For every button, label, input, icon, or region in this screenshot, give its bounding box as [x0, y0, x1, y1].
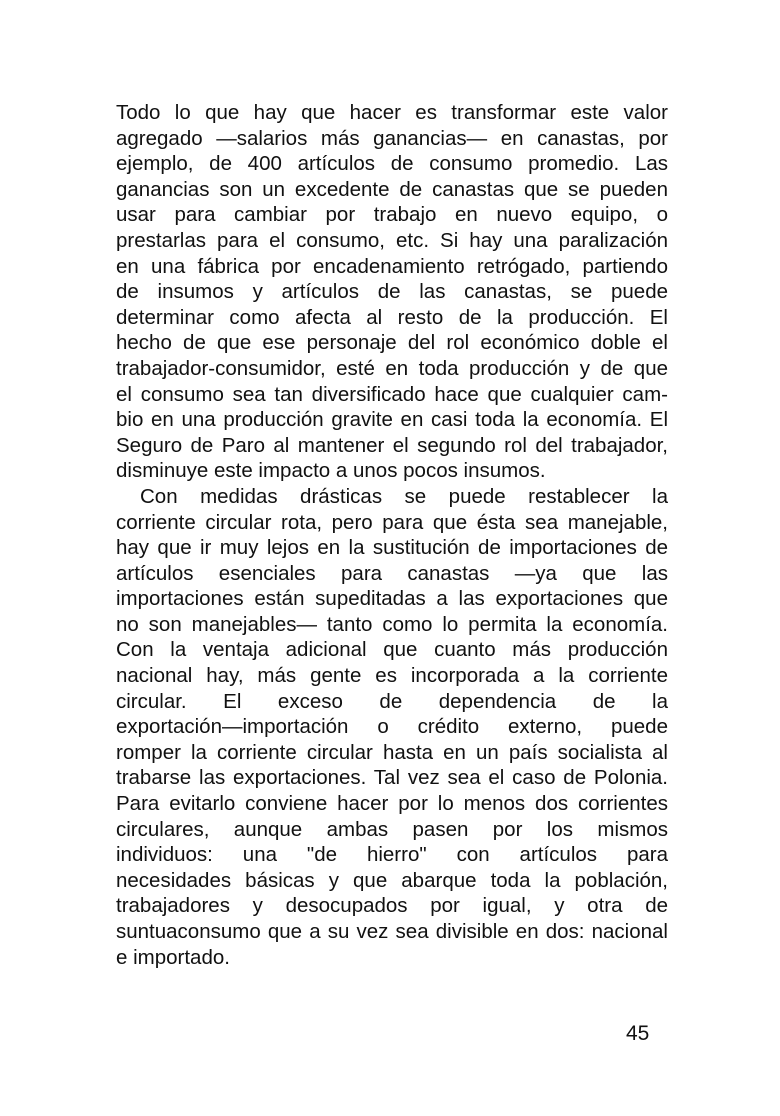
- paragraph-1: [116, 100, 668, 484]
- text-line: artículos esenciales para canastas —ya que las: [116, 561, 668, 585]
- text-line: trabarse las exportaciones. Tal vez sea el caso de Polonia.: [116, 766, 668, 790]
- paragraph-2: [116, 484, 668, 970]
- text-line: exportación—importación o crédito externo, puede: [116, 715, 668, 739]
- text-line: ganancias son un excedente de canastas que se pueden: [116, 177, 668, 201]
- text-line: determinar como afecta al resto de la producción. El: [116, 305, 668, 329]
- text-line: Con medidas drásticas se puede restablecer la: [140, 484, 668, 508]
- page-body: [116, 100, 668, 970]
- text-line: importaciones están supeditadas a las exportaciones que: [116, 587, 668, 611]
- text-line: trabajador-consumidor, esté en toda producción y de que: [116, 356, 668, 380]
- text-line: necesidades básicas y que abarque toda la población,: [116, 868, 668, 892]
- text-line: circular. El exceso de dependencia de la: [116, 689, 668, 713]
- text-line: disminuye este impacto a unos pocos insumos.: [116, 459, 546, 483]
- text-line: ejemplo, de 400 artículos de consumo promedio. Las: [116, 152, 668, 176]
- text-line: no son manejables— tanto como lo permita la economía.: [116, 612, 668, 636]
- text-line: Todo lo que hay que hacer es transformar este valor: [116, 101, 668, 124]
- text-line: el consumo sea tan diversificado hace que cualquier cam-: [116, 382, 668, 406]
- text-line: Para evitarlo conviene hacer por lo menos dos corrientes: [116, 792, 668, 816]
- text-line: Seguro de Paro al mantener el segundo rol del trabajador,: [116, 433, 668, 457]
- text-line: bio en una producción gravite en casi toda la economía. El: [116, 408, 668, 432]
- text-line: en una fábrica por encadenamiento retrógado, partiendo: [116, 254, 668, 278]
- page-number: 45: [626, 1022, 650, 1045]
- text-line: Con la ventaja adicional que cuanto más producción: [116, 638, 668, 662]
- text-line: usar para cambiar por trabajo en nuevo equipo, o: [116, 203, 668, 227]
- text-line: suntuaconsumo que a su vez sea divisible en dos: nacional: [116, 920, 668, 943]
- text-line: de insumos y artículos de las canastas, se puede: [116, 280, 668, 304]
- text-line: hay que ir muy lejos en la sustitución de importaciones de: [116, 536, 668, 560]
- text-line: romper la corriente circular hasta en un país socialista al: [116, 740, 668, 764]
- text-line: nacional hay, más gente es incorporada a la corriente: [116, 664, 668, 688]
- text-line: circulares, aunque ambas pasen por los mismos: [116, 817, 668, 841]
- text-line: hecho de que ese personaje del rol económico doble el: [116, 331, 668, 355]
- text-line: agregado —salarios más ganancias— en canastas, por: [116, 126, 668, 150]
- text-line: e importado.: [116, 945, 230, 969]
- text-line: corriente circular rota, pero para que ésta sea manejable,: [116, 510, 668, 534]
- text-line: individuos: una "de hierro" con artículos para: [116, 843, 668, 867]
- text-line: trabajadores y desocupados por igual, y otra de: [116, 894, 668, 918]
- text-line: prestarlas para el consumo, etc. Si hay una paralización: [116, 228, 668, 252]
